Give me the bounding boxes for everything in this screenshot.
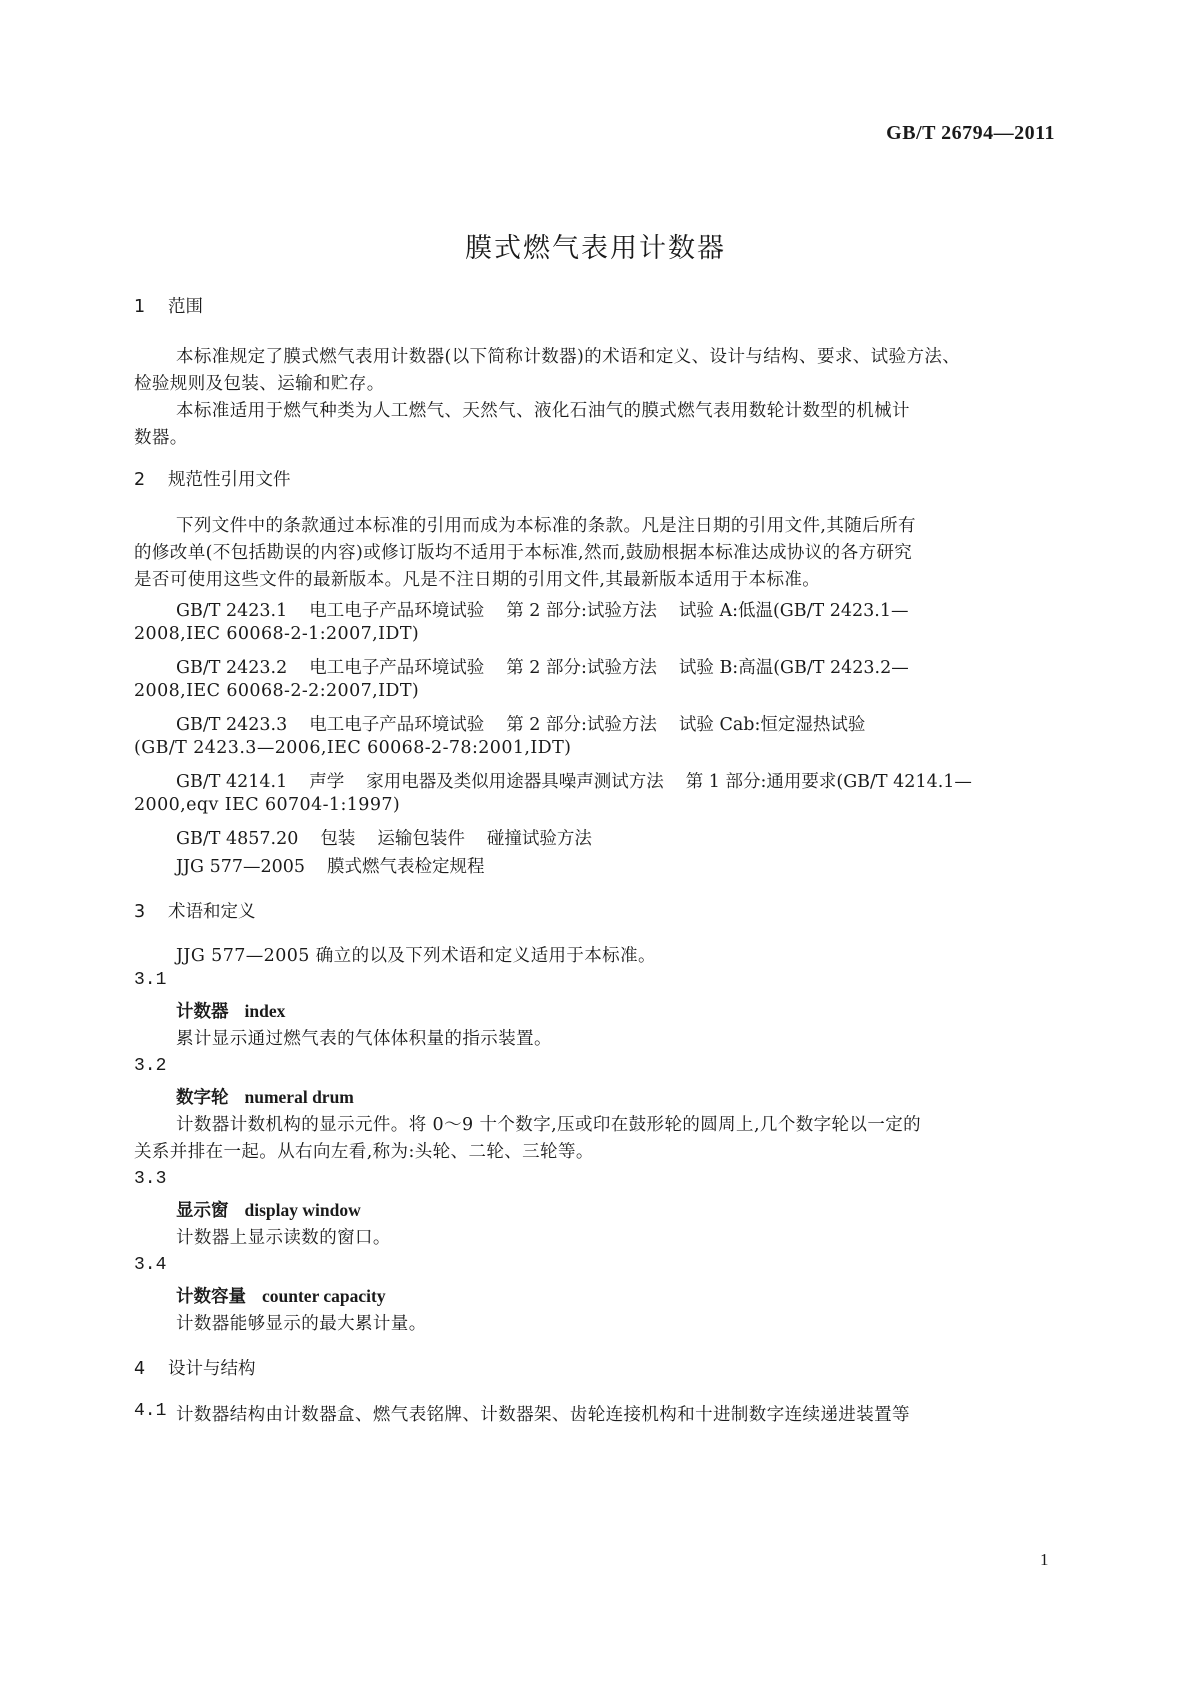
section-1-paragraph-2-line-2: 数器。 [134, 428, 188, 448]
term-3-2-number: 3.2 [134, 1056, 167, 1076]
term-3-2-heading: 数字轮 numeral drum [176, 1087, 354, 1108]
normative-reference-2-continuation: 2008,IEC 60068-2-2:2007,IDT) [134, 681, 420, 701]
normative-reference-6: JJG 577—2005 膜式燃气表检定规程 [176, 857, 485, 877]
standard-code: GB/T 26794—2011 [886, 122, 1055, 144]
normative-reference-4-continuation: 2000,eqv IEC 60704-1:1997) [134, 795, 401, 815]
section-3-heading: 3 术语和定义 [134, 902, 256, 922]
term-3-4-number: 3.4 [134, 1255, 167, 1275]
section-1-paragraph-2-line-1: 本标准适用于燃气种类为人工燃气、天然气、液化石油气的膜式燃气表用数轮计数型的机械计 [176, 401, 910, 421]
section-2-title: 规范性引用文件 [168, 470, 291, 490]
section-1-title: 范围 [168, 297, 203, 317]
normative-reference-5: GB/T 4857.20 包装 运输包装件 碰撞试验方法 [176, 829, 592, 849]
term-3-3-heading: 显示窗 display window [176, 1200, 361, 1221]
normative-reference-4: GB/T 4214.1 声学 家用电器及类似用途器具噪声测试方法 第 1 部分:通用要求(GB/T 4214.1— [176, 772, 972, 792]
term-3-2-definition-line-2: 关系并排在一起。从右向左看,称为:头轮、二轮、三轮等。 [134, 1142, 594, 1162]
normative-reference-2: GB/T 2423.2 电工电子产品环境试验 第 2 部分:试验方法 试验 B:高温(GB/T 2423.2— [176, 658, 909, 678]
term-3-1-number: 3.1 [134, 970, 167, 990]
clause-4-1-number: 4.1 [134, 1401, 167, 1421]
normative-reference-1-continuation: 2008,IEC 60068-2-1:2007,IDT) [134, 624, 420, 644]
page-number: 1 [1040, 1550, 1049, 1569]
section-2-heading: 2 规范性引用文件 [134, 470, 291, 490]
term-3-4-definition: 计数器能够显示的最大累计量。 [176, 1314, 427, 1334]
term-3-2-definition-line-1: 计数器计数机构的显示元件。将 0～9 十个数字,压或印在鼓形轮的圆周上,几个数字轮以一定的 [176, 1115, 922, 1135]
normative-reference-3: GB/T 2423.3 电工电子产品环境试验 第 2 部分:试验方法 试验 Cab:恒定湿热试验 [176, 715, 866, 735]
term-3-1-definition: 累计显示通过燃气表的气体体积量的指示装置。 [176, 1029, 552, 1049]
document-title: 膜式燃气表用计数器 [465, 233, 726, 264]
section-4-title: 设计与结构 [168, 1359, 256, 1379]
normative-reference-3-continuation: (GB/T 2423.3—2006,IEC 60068-2-78:2001,IDT) [134, 738, 572, 758]
section-3-title: 术语和定义 [168, 902, 256, 922]
section-3-intro: JJG 577—2005 确立的以及下列术语和定义适用于本标准。 [176, 946, 656, 966]
clause-4-1-text: 计数器结构由计数器盒、燃气表铭牌、计数器架、齿轮连接机构和十进制数字连续递进装置等 [176, 1405, 910, 1425]
section-1-paragraph-1-line-1: 本标准规定了膜式燃气表用计数器(以下简称计数器)的术语和定义、设计与结构、要求、试验方法、 [176, 347, 961, 367]
section-2-paragraph-line-2: 的修改单(不包括勘误的内容)或修订版均不适用于本标准,然而,鼓励根据本标准达成协议的各方研究 [134, 543, 913, 563]
term-3-3-number: 3.3 [134, 1169, 167, 1189]
section-4-heading: 4 设计与结构 [134, 1359, 256, 1379]
term-3-4-heading: 计数容量 counter capacity [176, 1286, 386, 1307]
section-2-paragraph-line-3: 是否可使用这些文件的最新版本。凡是不注日期的引用文件,其最新版本适用于本标准。 [134, 570, 821, 590]
section-1-paragraph-1-line-2: 检验规则及包装、运输和贮存。 [134, 374, 385, 394]
term-3-3-definition: 计数器上显示读数的窗口。 [176, 1228, 391, 1248]
normative-reference-1: GB/T 2423.1 电工电子产品环境试验 第 2 部分:试验方法 试验 A:低温(GB/T 2423.1— [176, 601, 909, 621]
section-2-paragraph-line-1: 下列文件中的条款通过本标准的引用而成为本标准的条款。凡是注日期的引用文件,其随后所有 [176, 516, 916, 536]
section-1-heading: 1 范围 [134, 297, 203, 317]
term-3-1-heading: 计数器 index [176, 1001, 286, 1022]
